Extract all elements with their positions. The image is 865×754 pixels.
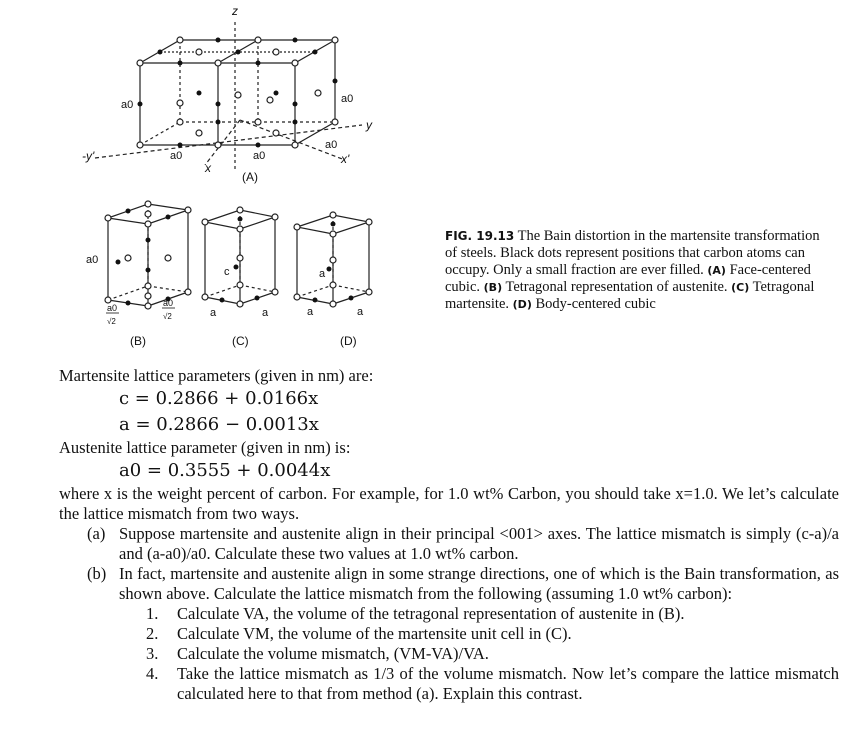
a0-label: a0: [325, 139, 338, 151]
panel-label-c: (C): [232, 334, 249, 348]
part-a-label: (a): [87, 524, 106, 543]
step-text: Take the lattice mismatch as 1/3 of the volume mismatch. Now let’s compare the lattice mismatch calculated here to that from method (a). Explain this contrast.: [177, 664, 839, 703]
problem-text: [59, 366, 839, 704]
step-number: 3.: [146, 644, 159, 663]
list-item: [146, 664, 839, 704]
equation-c: c = 0.2866 + 0.0166x: [119, 388, 319, 409]
list-item: [146, 604, 839, 624]
panel-a-fcc-lattice: [95, 22, 362, 170]
a0-label: a0: [121, 99, 134, 111]
caption-main-text: The Bain distortion in the martensite transformation of steels. Black dots represent positions that carbon atoms can occupy. Only a small fraction are ever filled.: [445, 228, 820, 278]
figure-caption: [445, 228, 825, 313]
a-label: a: [210, 307, 217, 319]
caption-tag-b: (B): [483, 281, 503, 294]
caption-text-d: Body-centered cubic: [535, 296, 656, 312]
svg-text:√2: √2: [163, 312, 172, 321]
martensite-heading: Martensite lattice parameters (given in nm) are:: [59, 366, 374, 385]
svg-text:√2: √2: [107, 317, 116, 326]
a0-over-root2-label: [162, 298, 175, 321]
a-label: a: [262, 307, 269, 319]
axis-neg-y-label: -y': [82, 149, 95, 163]
step-number: 4.: [146, 664, 159, 683]
a-label: a: [319, 268, 326, 280]
step-list: [146, 604, 839, 704]
part-a: [87, 524, 839, 564]
a-label: a: [357, 306, 364, 318]
part-a-text: Suppose martensite and austenite align in their principal <001> axes. The lattice mismatch is simply (c-a)/a and (a-a0)/a0. Calculate these two values at 1.0 wt% carbon.: [119, 524, 839, 563]
step-text: Calculate VM, the volume of the martensite unit cell in (C).: [177, 624, 572, 643]
step-text: Calculate VA, the volume of the tetragonal representation of austenite in (B).: [177, 604, 685, 623]
intro-paragraph: where x is the weight percent of carbon. For example, for 1.0 wt% Carbon, you should take x=1.0. We let’s calculate the lattice mismatch from two ways.: [59, 484, 839, 523]
equation-a0: a0 = 0.3555 + 0.0044x: [119, 460, 331, 481]
list-item: [146, 644, 839, 664]
a0-label: a0: [86, 254, 99, 266]
a0-label: a0: [341, 93, 354, 105]
panel-label-b: (B): [130, 334, 146, 348]
caption-tag-d: (D): [512, 298, 532, 311]
svg-text:a0: a0: [163, 298, 174, 308]
caption-tag-c: (C): [731, 281, 750, 294]
panel-d-bcc-lattice: [294, 212, 372, 307]
axis-z-label: z: [232, 4, 238, 18]
caption-tag-a: (A): [707, 264, 726, 277]
step-number: 1.: [146, 604, 159, 623]
part-b-label: (b): [87, 564, 107, 583]
axis-x-prime-label: x': [341, 152, 350, 166]
panel-label-a: (A): [242, 170, 258, 184]
c-label: c: [224, 266, 230, 278]
part-b-text: In fact, martensite and austenite align in some strange directions, one of which is the Bain transformation, as shown above. Calculate the lattice mismatch from the following (assuming 1.0 wt% carbon):: [119, 564, 839, 603]
step-text: Calculate the volume mismatch, (VM-VA)/VA.: [177, 644, 489, 663]
step-number: 2.: [146, 624, 159, 643]
svg-text:a0: a0: [107, 303, 118, 313]
list-item: [146, 624, 839, 644]
a0-label: a0: [253, 150, 266, 162]
panel-c-tetragonal-martensite: [202, 207, 278, 307]
austenite-heading: Austenite lattice parameter (given in nm) is:: [59, 438, 351, 457]
a0-label: a0: [170, 150, 183, 162]
equation-a: a = 0.2866 − 0.0013x: [119, 414, 319, 435]
axis-y-label: y: [366, 118, 372, 132]
a-label: a: [307, 306, 314, 318]
panel-b-tetragonal-austenite: [105, 201, 191, 309]
part-list: [87, 524, 839, 604]
figure-number: FIG. 19.13: [445, 229, 515, 243]
a0-over-root2-label: [106, 303, 119, 326]
axis-x-label: x: [205, 161, 211, 175]
caption-text-b: Tetragonal representation of austenite.: [505, 279, 728, 295]
caption-text-c: Tetragonal martensite.: [445, 279, 815, 312]
panel-label-d: (D): [340, 334, 357, 348]
caption-text-a: Face-centered cubic.: [445, 262, 811, 295]
part-b: [87, 564, 839, 604]
